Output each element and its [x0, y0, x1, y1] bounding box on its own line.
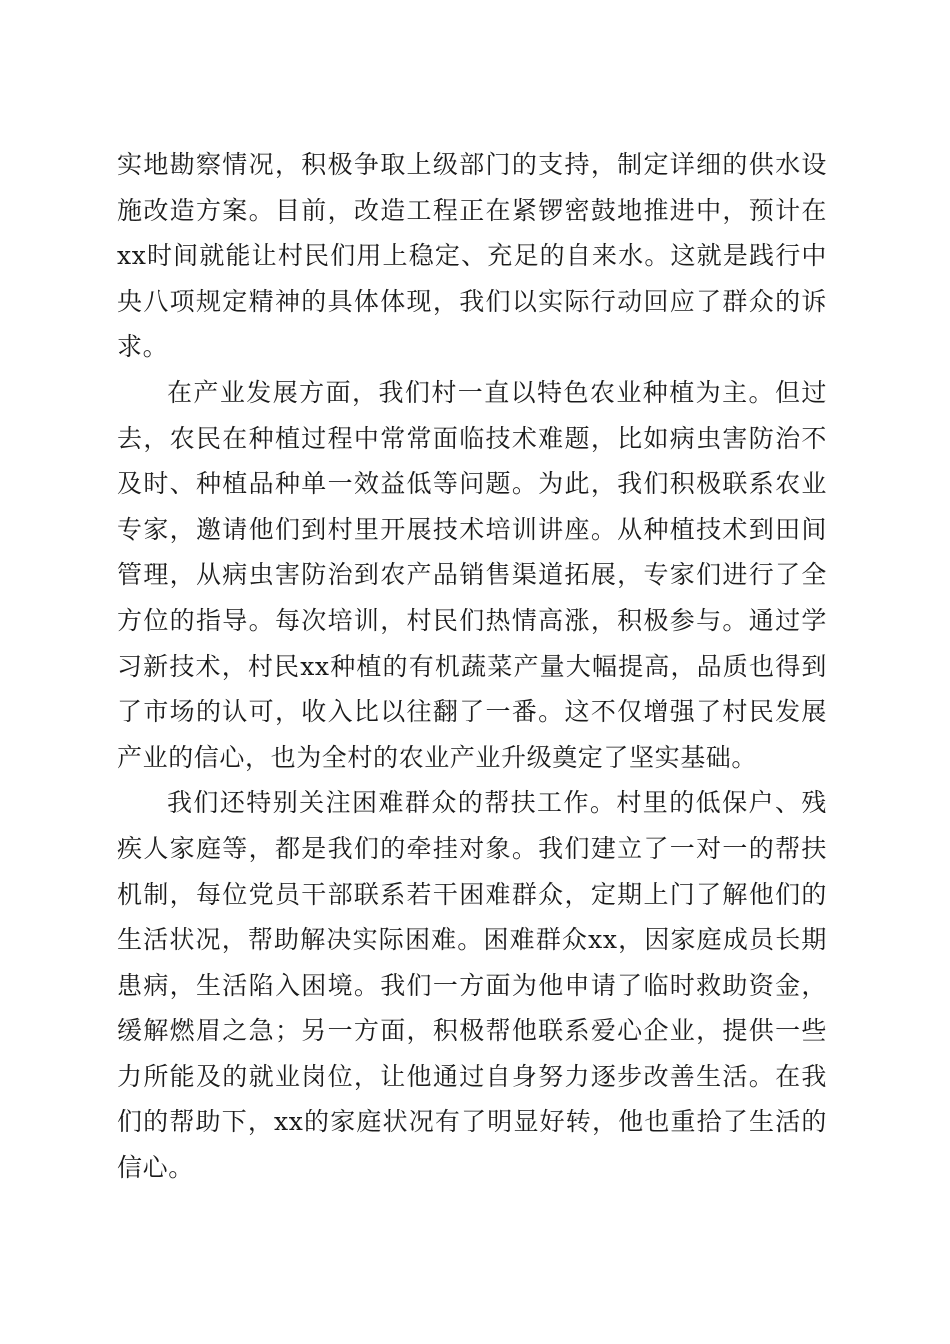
paragraph-poverty-assistance: 我们还特别关注困难群众的帮扶工作。村里的低保户、残疾人家庭等，都是我们的牵挂对象。我们建立了一对一的帮扶机制，每位党员干部联系若干困难群众，定期上门了解他们的生活状况，帮助解决实际困难。困难群众xx，因家庭成员长期患病，生活陷入困境。我们一方面为他申请了临时救助资金，缓解燃眉之急；另一方面，积极帮他联系爱心企业，提供一些力所能及的就业岗位，让他通过自身努力逐步改善生活。在我们的帮助下，xx的家庭状况有了明显好转，他也重拾了生活的信心。	[117, 788, 827, 1183]
document-body	[117, 142, 827, 1191]
paragraph-continued: 实地勘察情况，积极争取上级部门的支持，制定详细的供水设施改造方案。目前，改造工程正在紧锣密鼓地推进中，预计在xx时间就能让村民们用上稳定、充足的自来水。这就是践行中央八项规定精神的具体体现，我们以实际行动回应了群众的诉求。	[117, 150, 827, 362]
paragraph-industry-development: 在产业发展方面，我们村一直以特色农业种植为主。但过去，农民在种植过程中常常面临技术难题，比如病虫害防治不及时、种植品种单一效益低等问题。为此，我们积极联系农业专家，邀请他们到村里开展技术培训讲座。从种植技术到田间管理，从病虫害防治到农产品销售渠道拓展，专家们进行了全方位的指导。每次培训，村民们热情高涨，积极参与。通过学习新技术，村民xx种植的有机蔬菜产量大幅提高，品质也得到了市场的认可，收入比以往翻了一番。这不仅增强了村民发展产业的信心，也为全村的农业产业升级奠定了坚实基础。	[117, 377, 827, 772]
